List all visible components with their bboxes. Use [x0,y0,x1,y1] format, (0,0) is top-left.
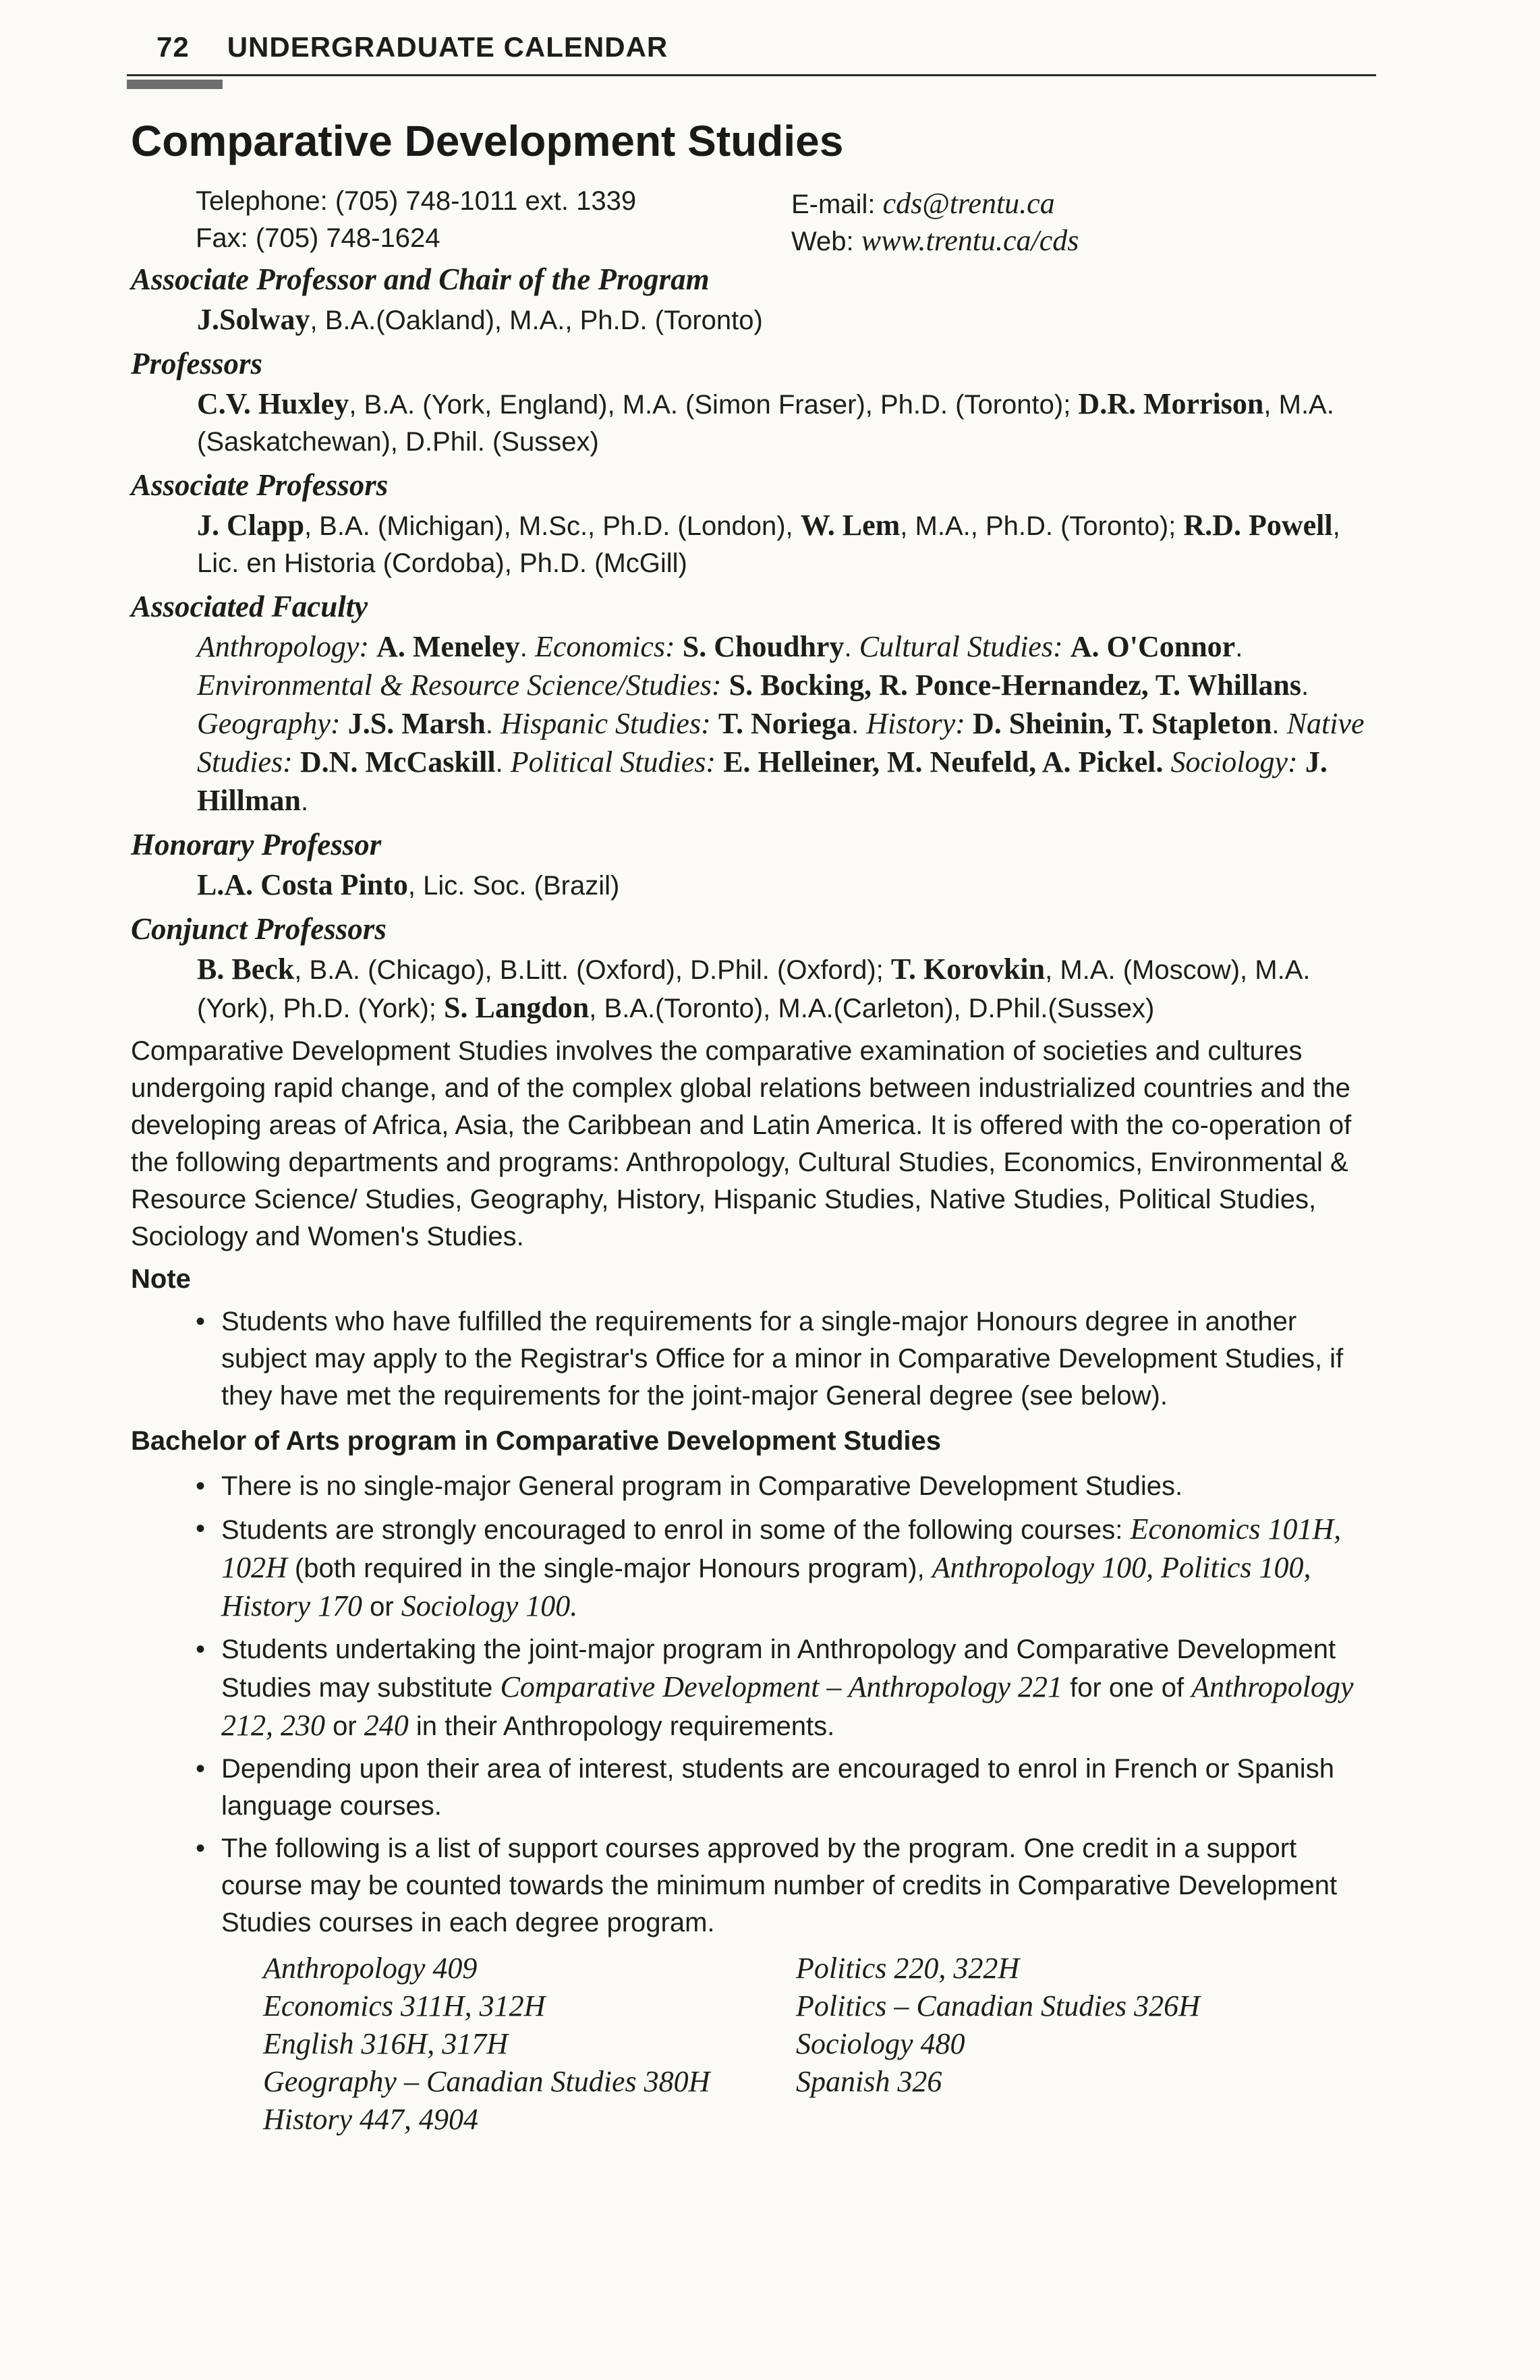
faculty-credentials: , B.A. (York, England), M.A. (Simon Fraser), Ph.D. (Toronto); [349,390,1079,420]
faculty-name: J. Clapp [197,509,304,542]
running-title: UNDERGRADUATE CALENDAR [227,31,668,63]
faculty-credentials: , B.A. (Michigan), M.Sc., Ph.D. (London), [304,511,801,541]
professors-entry [197,385,1376,461]
faculty-name: D. Sheinin, T. Stapleton [973,707,1272,740]
ba-heading: Bachelor of Arts program in Comparative Development Studies [131,1426,941,1456]
bullet-icon: • [196,1514,206,1543]
faculty-credentials: , B.A. (Chicago), B.Litt. (Oxford), D.Phil. (Oxford); [294,955,891,985]
chair-name: J.Solway [197,303,310,336]
honorary-entry [197,866,1376,905]
faculty-credentials: , M.A., Ph.D. (Toronto); [900,511,1184,541]
faculty-name: C.V. Huxley [197,387,349,420]
course-item: Politics – Canadian Studies 326H [796,1989,1200,2022]
support-courses-left [263,1950,796,2138]
course-item: Politics 220, 322H [796,1952,1020,1985]
faculty-credentials: , Lic. en Historia (Cordoba), Ph.D. (McGill) [197,511,1340,578]
email-link[interactable]: cds@trentu.ca [882,187,1055,220]
telephone: Telephone: (705) 748-1011 ext. 1339 [196,186,637,216]
main-content [131,260,1376,2138]
associated-faculty-heading: Associated Faculty [131,590,368,623]
bullet-icon: • [196,1635,206,1664]
conjunct-heading: Conjunct Professors [131,912,387,946]
bullet-icon: • [196,1834,206,1863]
faculty-name: W. Lem [800,509,901,542]
email-label: E-mail: [791,190,876,219]
discipline: Native Studies: [197,707,1365,778]
support-courses-right [796,1950,1268,2138]
conjunct-entry [197,951,1376,1027]
header-rule [127,74,1376,76]
faculty-name: E. Helleiner, M. Neufeld, A. Pickel. [723,745,1164,778]
support-courses [263,1950,1376,2138]
faculty-credentials: , Lic. Soc. (Brazil) [407,871,620,901]
assoc-professors-heading: Associate Professors [131,468,389,502]
discipline: Environmental & Resource Science/Studies: [197,669,722,702]
faculty-name: A. O'Connor [1070,630,1236,663]
discipline: Economics: [534,630,675,663]
intro-paragraph: Comparative Development Studies involves the comparative examination of societies and cultures undergoing rapid change, and of the complex global relations between industrialized countries and the developing areas of Africa, Asia, the Caribbean and Latin America. It is offered with the co-operation of the following departments and programs: Anthropology, Cultural Studies, Economics, Environmental & Resource Science/ Studies, Geography, History, Hispanic Studies, Native Studies, Political Studies, Sociology and Women's Studies. [131,1036,1352,1251]
faculty-credentials: , B.A.(Toronto), M.A.(Carleton), D.Phil.(Sussex) [589,994,1155,1023]
email-line [791,186,1055,221]
list-item: • Students are strongly encouraged to enrol in some of the following courses: Economics 101H, 102H (both required in the single-major Honours program), Anthropology 100, Politics 100, History 170 or Sociology 100. [131,1510,1376,1626]
faculty-name: B. Beck [197,953,295,986]
bullet-icon: • [196,1754,206,1784]
faculty-name: T. Noriega [718,707,851,740]
faculty-name: L.A. Costa Pinto [197,868,408,901]
bullet-icon: • [196,1471,206,1501]
associated-faculty-entry: Anthropology: A. Meneley. Economics: S. Choudhry. Cultural Studies: A. O'Connor. Environmental & Resource Science/Studies: S. Bocking, R. Ponce-Hernandez, T. Whillans. Geography: J.S. Marsh. Hispanic Studies: T. Noriega. History: D. Sheinin, T. Stapleton. Native Studies: D.N. McCaskill. Political Studies: E. Helleiner, M. Neufeld, A. Pickel. Sociology: J. Hillman. [197,630,1365,817]
chair-entry [197,301,1376,339]
ba-requirements-list [131,1468,1376,1942]
course-item: Economics 311H, 312H [263,1989,546,2022]
web-link[interactable]: www.trentu.ca/cds [861,224,1079,257]
faculty-name: J. Hillman [197,745,1328,817]
fax: Fax: (705) 748-1624 [196,223,440,253]
course-item: Anthropology 409 [263,1952,478,1985]
chair-credentials: , B.A.(Oakland), M.A., Ph.D. (Toronto) [310,306,763,335]
list-item: • Students undertaking the joint-major program in Anthropology and Comparative Development Studies may substitute Comparative Development – Anthropology 221 for one of Anthropology 212, 230 or 240 in their Anthropology requirements. [131,1631,1376,1745]
list-item: • The following is a list of support courses approved by the program. One credit in a support course may be counted towards the minimum number of credits in Comparative Development Studies courses in each degree program. [131,1830,1376,1942]
discipline: History: [866,707,965,740]
list-item: • Students who have fulfilled the requirements for a single-major Honours degree in another subject may apply to the Registrar's Office for a minor in Comparative Development Studies, if they have met the requirements for the joint-major General degree (see below). [131,1303,1376,1415]
assoc-professors-entry [197,507,1376,582]
discipline: Cultural Studies: [859,630,1063,663]
page-number: 72 [156,31,190,63]
course-item: Spanish 326 [796,2065,942,2098]
discipline: Political Studies: [510,745,716,778]
discipline: Sociology: [1170,745,1298,778]
course-item: Sociology 480 [796,2027,965,2060]
faculty-name: T. Korovkin [890,953,1046,986]
note-list [131,1303,1376,1415]
professors-heading: Professors [131,347,263,380]
course-item: English 316H, 317H [263,2027,508,2060]
discipline: Geography: [197,707,341,740]
course-item: Geography – Canadian Studies 380H [263,2065,710,2098]
course-item: History 447, 4904 [263,2103,478,2136]
faculty-name: S. Langdon [444,991,590,1024]
list-item: • Depending upon their area of interest, students are encouraged to enrol in French or Spanish language courses. [131,1751,1376,1825]
discipline: Hispanic Studies: [501,707,711,740]
chair-heading: Associate Professor and Chair of the Program [131,262,710,296]
faculty-name: S. Choudhry [682,630,845,663]
running-header [156,31,668,63]
faculty-credentials: , M.A. (Moscow), M.A. (York), Ph.D. (York); [197,955,1311,1023]
discipline: Anthropology: [197,630,369,663]
faculty-name: J.S. Marsh [347,707,486,740]
faculty-name: D.N. McCaskill [300,745,496,778]
faculty-credentials: , M.A. (Saskatchewan), D.Phil. (Sussex) [197,390,1334,457]
header-accent-bar [127,80,223,89]
page-title: Comparative Development Studies [131,117,844,165]
note-heading: Note [131,1264,191,1294]
honorary-heading: Honorary Professor [131,828,382,861]
list-item: • There is no single-major General program in Comparative Development Studies. [131,1468,1376,1505]
faculty-name: S. Bocking, R. Ponce-Hernandez, T. Whillans [729,669,1301,702]
web-line [791,223,1079,258]
bullet-icon: • [196,1307,206,1336]
web-label: Web: [791,227,854,256]
faculty-name: R.D. Powell [1183,509,1333,542]
faculty-name: A. Meneley [376,630,520,663]
faculty-name: D.R. Morrison [1078,387,1264,420]
